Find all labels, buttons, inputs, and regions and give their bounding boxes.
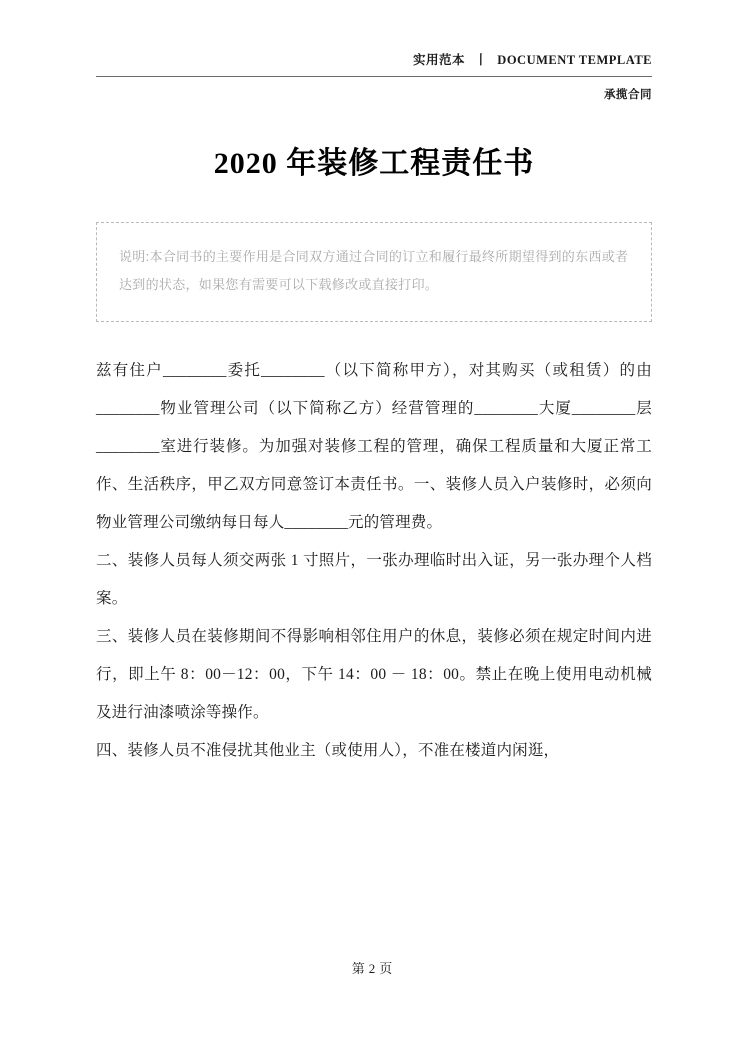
header-brand-en: DOCUMENT TEMPLATE bbox=[497, 53, 652, 67]
header-separator: 丨 bbox=[474, 53, 488, 67]
page-header bbox=[96, 0, 652, 68]
footer-suffix: 页 bbox=[379, 961, 393, 976]
document-category: 承揽合同 bbox=[604, 89, 652, 101]
page-number: 2 bbox=[368, 961, 376, 976]
header-brand-cn: 实用范本 bbox=[413, 53, 466, 67]
paragraph: 三、装修人员在装修期间不得影响相邻住用户的休息，装修必须在规定时间内进行，即上午 8：00－12：00，下午 14：00 － 18：00。禁止在晚上使用电动机械及进行油漆喷涂等操作。 bbox=[96, 627, 652, 721]
paragraph: 兹有住户________委托________（以下简称甲方），对其购买（或租赁）的由________物业管理公司（以下简称乙方）经营管理的________大厦________层________室进行装修。为加强对装修工程的管理，确保工程质量和大厦正常工作、生活秩序，甲乙双方同意签订本责任书。一、装修人员入户装修时，必须向物业管理公司缴纳每日每人________元的管理费。 bbox=[96, 361, 652, 531]
paragraph: 二、装修人员每人须交两张 1 寸照片，一张办理临时出入证，另一张办理个人档案。 bbox=[96, 551, 652, 607]
page-content bbox=[96, 0, 652, 770]
header-divider bbox=[96, 76, 652, 77]
document-body bbox=[96, 352, 652, 770]
note-box: 说明:本合同书的主要作用是合同双方通过合同的订立和履行最终所期望得到的东西或者达到的状态，如果您有需要可以下载修改或直接打印。 bbox=[96, 222, 652, 322]
footer-prefix: 第 bbox=[351, 961, 365, 976]
paragraph: 四、装修人员不准侵扰其他业主（或使用人），不准在楼道内闲逛， bbox=[96, 741, 560, 759]
page-title: 2020 年装修工程责任书 bbox=[213, 147, 535, 180]
page-footer bbox=[0, 958, 744, 977]
